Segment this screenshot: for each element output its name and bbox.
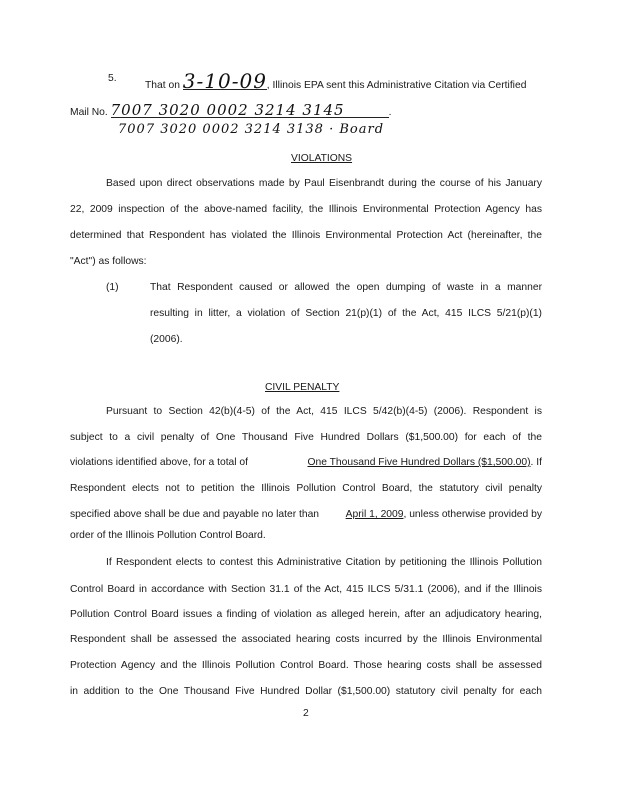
violations-intro-line-4: "Act") as follows: [70, 256, 147, 267]
penalty-total-post: . If [530, 457, 542, 468]
penalty-total-amount: One Thousand Five Hundred Dollars ($1,500.00) [307, 457, 531, 468]
penalty-p1-line-6: order of the Illinois Pollution Control Board. [70, 530, 266, 541]
para5-text-post: , Illinois EPA sent this Administrative Citation via Certified [266, 80, 527, 91]
violation-item-line-1: That Respondent caused or allowed the open dumping of waste in a manner [150, 282, 542, 293]
mail-number-handwritten: 7007 3020 0002 3214 3145 [111, 103, 389, 118]
penalty-p2-line-3: Pollution Control Board issues a finding of violation as alleged herein, after an adjudicatory hearing, [70, 609, 542, 620]
para5-number: 5. [108, 73, 117, 84]
penalty-p2-line-4: Respondent shall be assessed the associated hearing costs incurred by the Illinois Environmental [70, 634, 542, 645]
penalty-p2-line-6: in addition to the One Thousand Five Hundred Dollar ($1,500.00) statutory civil penalty for each [70, 686, 542, 697]
penalty-p1-line-1: Pursuant to Section 42(b)(4-5) of the Act, 415 ILCS 5/42(b)(4-5) (2006). Respondent is [106, 406, 542, 417]
penalty-p2-line-2: Control Board in accordance with Section 31.1 of the Act, 415 ILCS 5/31.1 (2006), and if the Illinois [70, 584, 542, 595]
violation-item-number: (1) [106, 282, 119, 293]
penalty-p1-line-4: Respondent elects not to petition the Illinois Pollution Control Board, the statutory civil penalty [70, 483, 542, 494]
due-date: April 1, 2009 [345, 509, 404, 520]
violations-intro-line-2: 22, 2009 inspection of the above-named facility, the Illinois Environmental Protection Agency has [70, 204, 542, 215]
violations-intro-line-3: determined that Respondent has violated the Illinois Environmental Protection Act (hereinafter, the [70, 230, 542, 241]
violations-intro-line-1: Based upon direct observations made by Paul Eisenbrandt during the course of his January [106, 178, 542, 189]
violations-heading: VIOLATIONS [291, 153, 353, 164]
mail-line [70, 103, 392, 118]
penalty-p2-line-1: If Respondent elects to contest this Administrative Citation by petitioning the Illinois Pollution [106, 557, 542, 568]
page-number: 2 [303, 708, 309, 719]
mail-label: Mail No. [70, 107, 108, 118]
date-handwritten: 3-10-09 [182, 69, 267, 93]
violation-item-line-2: resulting in litter, a violation of Section 21(p)(1) of the Act, 415 ILCS 5/21(p)(1) [150, 308, 542, 319]
civil-penalty-heading: CIVIL PENALTY [265, 382, 340, 393]
mail-number-2-handwritten: 7007 3020 0002 3214 3138 · Board [118, 122, 385, 137]
para5-line1 [145, 69, 527, 93]
penalty-p1-line-3 [70, 457, 542, 468]
penalty-p1-line-5 [70, 509, 542, 520]
violation-item-line-3: (2006). [150, 334, 183, 345]
penalty-p2-line-5: Protection Agency and the Illinois Pollution Control Board. Those hearing costs shall be assessed [70, 660, 542, 671]
penalty-p1-line-2: subject to a civil penalty of One Thousand Five Hundred Dollars ($1,500.00) for each of the [70, 432, 542, 443]
due-date-post: , unless otherwise provided by [403, 509, 542, 520]
due-date-pre: specified above shall be due and payable no later than [70, 509, 320, 520]
para5-text-pre: That on [145, 80, 180, 91]
penalty-total-pre: violations identified above, for a total of [70, 457, 249, 468]
mail-line-end: . [388, 107, 392, 118]
